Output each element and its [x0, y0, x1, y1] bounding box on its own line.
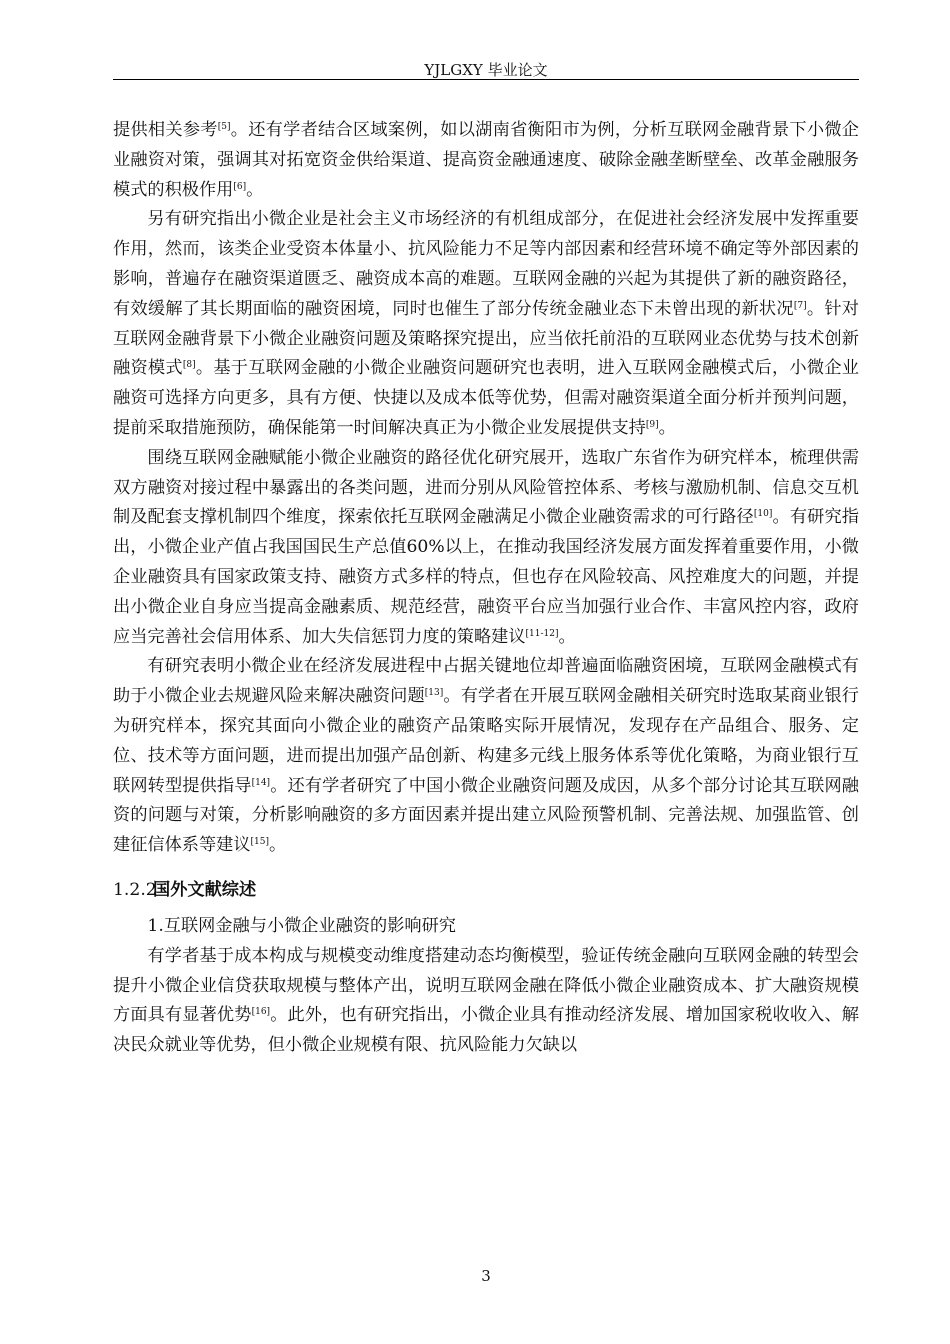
body-paragraph — [113, 444, 859, 653]
paragraph-text: 。 — [269, 835, 287, 856]
citation-marker: [8] — [182, 360, 196, 371]
citation-marker: [14] — [251, 777, 271, 788]
subsection-heading: 1.互联网金融与小微企业融资的影响研究 — [147, 915, 456, 936]
paragraph-text: 围绕互联网金融赋能小微企业融资的路径优化研究展开，选取广东省作为研究样本，梳理供需双方融资对接过程中暴露出的各类问题，进而分别从风险管控体系、考核与激励机制、信息交互机制及配套支撑机制四个维度，探索依托互联网金融满足小微企业融资需求的可行路径 — [113, 447, 859, 528]
citation-marker: [9] — [645, 420, 659, 431]
paragraph-text: 。有学者在开展互联网金融相关研究时选取某商业银行为研究样本，探究其面向小微企业的融资产品策略实际开展情况，发现存在产品组合、服务、定位、技术等方面问题，进而提出加强产品创新、构建多元线上服务体系等优化策略，为商业银行互联网转型提供指导 — [113, 686, 859, 796]
paragraph-text: 。基于互联网金融的小微企业融资问题研究也表明，进入互联网金融模式后，小微企业融资可选择方向更多，具有方便、快捷以及成本低等优势，但需对融资渠道全面分析并预判问题，提前采取措施预防，确保能第一时间解决真正为小微企业发展提供支持 — [113, 358, 859, 438]
citation-marker: [5] — [217, 122, 231, 133]
paragraph-text: 。 — [558, 626, 576, 647]
citation-marker: [13] — [424, 688, 444, 699]
header-rule — [113, 79, 859, 80]
section-title: 国外文献综述 — [153, 879, 257, 900]
citation-marker: [16] — [251, 1007, 271, 1018]
body-paragraph — [113, 652, 859, 861]
section-number: 1.2.2 — [113, 879, 157, 900]
paragraph-text: 有研究表明小微企业在经济发展进程中占据关键地位却普遍面临融资困境，互联网金融模式有助于小微企业去规避风险来解决融资问题 — [113, 656, 859, 707]
paragraph-text: 提供相关参考 — [113, 120, 218, 140]
running-header: YJLGXY 毕业论文 — [424, 61, 548, 79]
citation-marker: [11-12] — [525, 628, 559, 639]
paragraph-text: 。还有学者结合区域案例，如以湖南省衡阳市为例，分析互联网金融背景下小微企业融资对策，强调其对拓宽资金供给渠道、提高资金融通速度、破除金融垄断壁垒、改革金融服务模式的积极作用 — [113, 120, 859, 200]
page-body — [113, 116, 859, 1061]
body-paragraph — [113, 205, 859, 443]
section-heading — [113, 878, 859, 902]
paragraph-group-foreign — [113, 942, 859, 1061]
paragraph-text: 。 — [246, 179, 264, 200]
body-paragraph — [113, 116, 859, 205]
citation-marker: [15] — [250, 837, 269, 848]
paragraph-text: 。此外，也有研究指出，小微企业具有推动经济发展、增加国家税收收入、解决民众就业等优势，但小微企业规模有限、抗风险能力欠缺以 — [113, 1005, 859, 1056]
citation-marker: [6] — [233, 181, 247, 192]
page-number: 3 — [481, 1267, 491, 1285]
paragraph-text: 。 — [658, 417, 676, 438]
citation-marker: [7] — [793, 300, 807, 311]
citation-marker: [10] — [753, 509, 773, 520]
paragraph-group-domestic — [113, 116, 859, 861]
paragraph-text: 。还有学者研究了中国小微企业融资问题及成因，从多个部分讨论其互联网融资的问题与对策，分析影响融资的多方面因素并提出建立风险预警机制、完善法规、加强监管、创建征信体系等建议 — [113, 775, 859, 856]
paragraph-text: 。有研究指出，小微企业产值占我国国民生产总值60%以上，在推动我国经济发展方面发挥着重要作用，小微企业融资具有国家政策支持、融资方式多样的特点，但也存在风险较高、风控难度大的问题，并提出小微企业自身应当提高金融素质、规范经营，融资平台应当加强行业合作、丰富风控内容，政府应当完善社会信用体系、加大失信惩罚力度的策略建议 — [113, 507, 859, 647]
body-paragraph — [113, 942, 859, 1061]
paragraph-text: 另有研究指出小微企业是社会主义市场经济的有机组成部分，在促进社会经济发展中发挥重要作用，然而，该类企业受资本体量小、抗风险能力不足等内部因素和经营环境不确定等外部因素的影响，普遍存在融资渠道匮乏、融资成本高的难题。互联网金融的兴起为其提供了新的融资路径，有效缓解了其长期面临的融资困境，同时也催生了部分传统金融业态下未曾出现的新状况 — [113, 209, 859, 319]
paragraph-text: 有学者基于成本构成与规模变动维度搭建动态均衡模型，验证传统金融向互联网金融的转型会提升小微企业信贷获取规模与整体产出，说明互联网金融在降低小微企业融资成本、扩大融资规模方面具有显著优势 — [113, 945, 859, 1026]
paragraph-text: 。针对互联网金融背景下小微企业融资问题及策略探究提出，应当依托前沿的互联网业态优势与技术创新融资模式 — [113, 298, 859, 379]
